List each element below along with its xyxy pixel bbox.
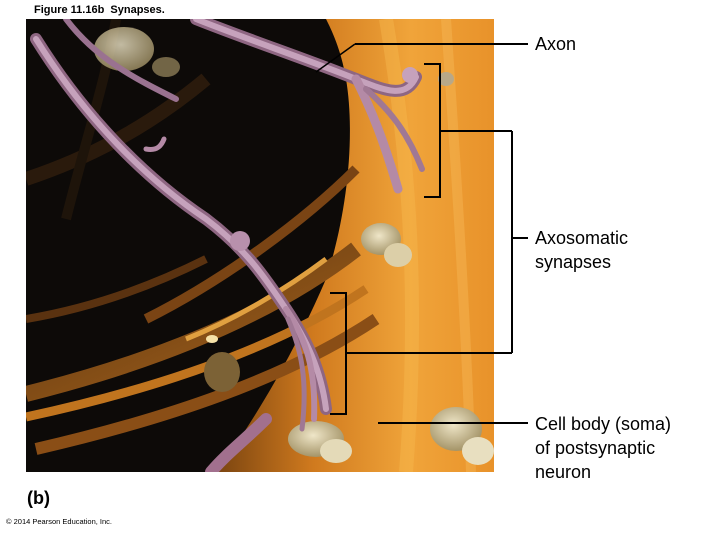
panel-label: (b) [27,488,50,508]
cellbody-line2: of postsynaptic [535,438,656,458]
axosomatic-synapses-label [535,226,628,274]
debris-blob [94,27,154,71]
cell-body-label [535,412,671,484]
debris-blob [204,352,240,392]
axon-label-text: Axon [535,34,577,54]
figure-title: Figure 11.16b Synapses. [34,4,165,16]
sem-micrograph [26,19,494,472]
cellbody-line1: Cell body (soma) [535,414,672,434]
axosomatic-line1: Axosomatic [535,228,629,248]
copyright-notice: © 2014 Pearson Education, Inc. [6,517,113,526]
axon-label [535,32,576,56]
cellbody-line3: neuron [535,462,592,482]
axosomatic-line2: synapses [535,252,612,272]
